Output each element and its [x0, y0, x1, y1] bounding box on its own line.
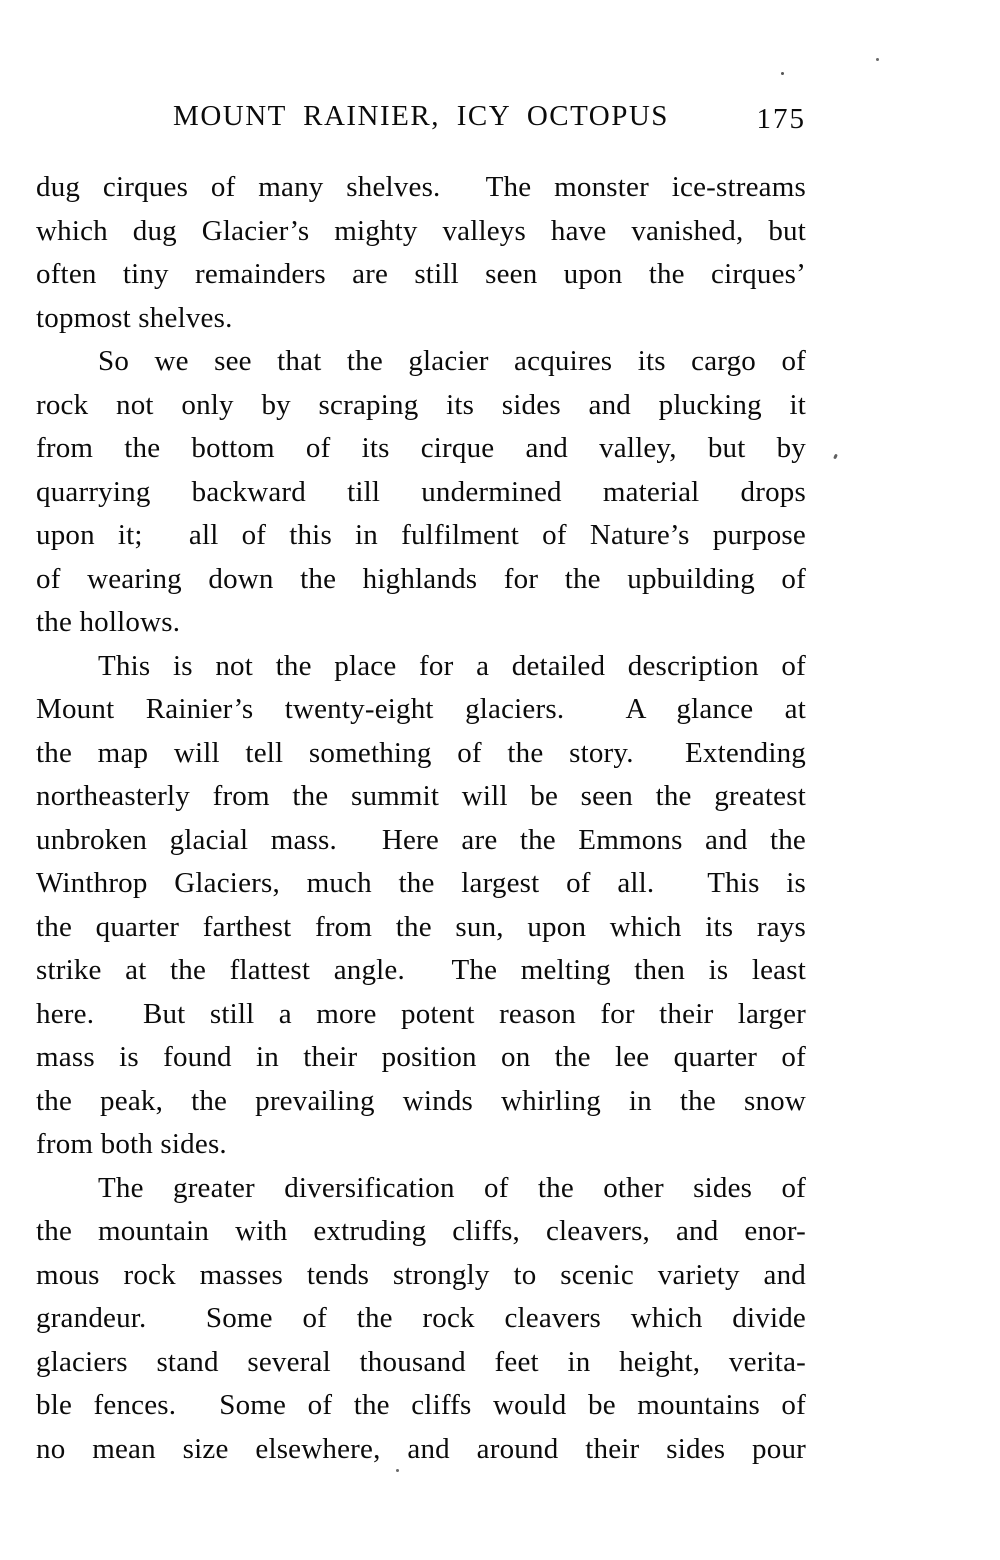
page-number: 175 [756, 103, 806, 135]
text-line: from both sides. [36, 1128, 227, 1160]
text-line: the hollows. [36, 606, 181, 638]
text-block [36, 100, 806, 1471]
page-title: MOUNT RAINIER, ICY OCTOPUS [173, 100, 669, 132]
scan-speck [781, 72, 784, 75]
scan-speck [396, 1469, 399, 1472]
text-line: which dug Glacier’s mighty valleys have vanished, but [36, 214, 806, 247]
scan-speck [833, 454, 838, 460]
text-line: quarrying backward till undermined material drops [36, 475, 806, 508]
text-line: strike at the flattest angle. The melting then is least [36, 954, 806, 986]
text-line: mass is found in their position on the lee quarter of [36, 1041, 806, 1073]
scan-speck [876, 58, 879, 61]
text-line: the peak, the prevailing winds whirling in the snow [36, 1084, 806, 1117]
text-line: ble fences. Some of the cliffs would be mountains of [36, 1389, 806, 1421]
text-line: mous rock masses tends strongly to scenic variety and [36, 1258, 806, 1291]
paragraph [36, 1167, 806, 1472]
text-line: topmost shelves. [36, 301, 233, 334]
running-header [36, 100, 806, 142]
text-line: unbroken glacial mass. Here are the Emmons and the [36, 823, 806, 856]
text-line: from the bottom of its cirque and valley, but by [36, 432, 806, 464]
text-line: grandeur. Some of the rock cleavers which divide [36, 1302, 806, 1334]
text-line: Mount Rainier’s twenty-eight glaciers. A glance at [36, 693, 806, 725]
text-line: glaciers stand several thousand feet in height, verita- [36, 1345, 806, 1378]
text-line: the quarter farthest from the sun, upon which its rays [36, 910, 806, 943]
text-line: rock not only by scraping its sides and plucking it [36, 388, 806, 421]
text-line: So we see that the glacier acquires its cargo of [98, 345, 806, 377]
paragraph [36, 340, 806, 645]
text-line: northeasterly from the summit will be seen the greatest [36, 780, 806, 812]
text-line: upon it; all of this in fulfilment of Nature’s purpose [36, 519, 806, 551]
text-line: the mountain with extruding cliffs, cleavers, and enor- [36, 1215, 806, 1247]
text-line: no mean size elsewhere, and around their sides pour [36, 1432, 806, 1465]
body-text [36, 166, 806, 1471]
text-line: the map will tell something of the story. Extending [36, 736, 806, 769]
paragraph [36, 166, 806, 340]
text-line: dug cirques of many shelves. The monster ice-streams [36, 171, 806, 203]
text-line: here. But still a more potent reason for their larger [36, 997, 806, 1030]
text-line: The greater diversification of the other sides of [98, 1171, 806, 1204]
text-line: of wearing down the highlands for the upbuilding of [36, 562, 806, 595]
paragraph [36, 645, 806, 1167]
text-line: Winthrop Glaciers, much the largest of all. This is [36, 867, 806, 899]
text-line: often tiny remainders are still seen upon the cirques’ [36, 258, 806, 290]
text-line: This is not the place for a detailed description of [98, 649, 806, 682]
